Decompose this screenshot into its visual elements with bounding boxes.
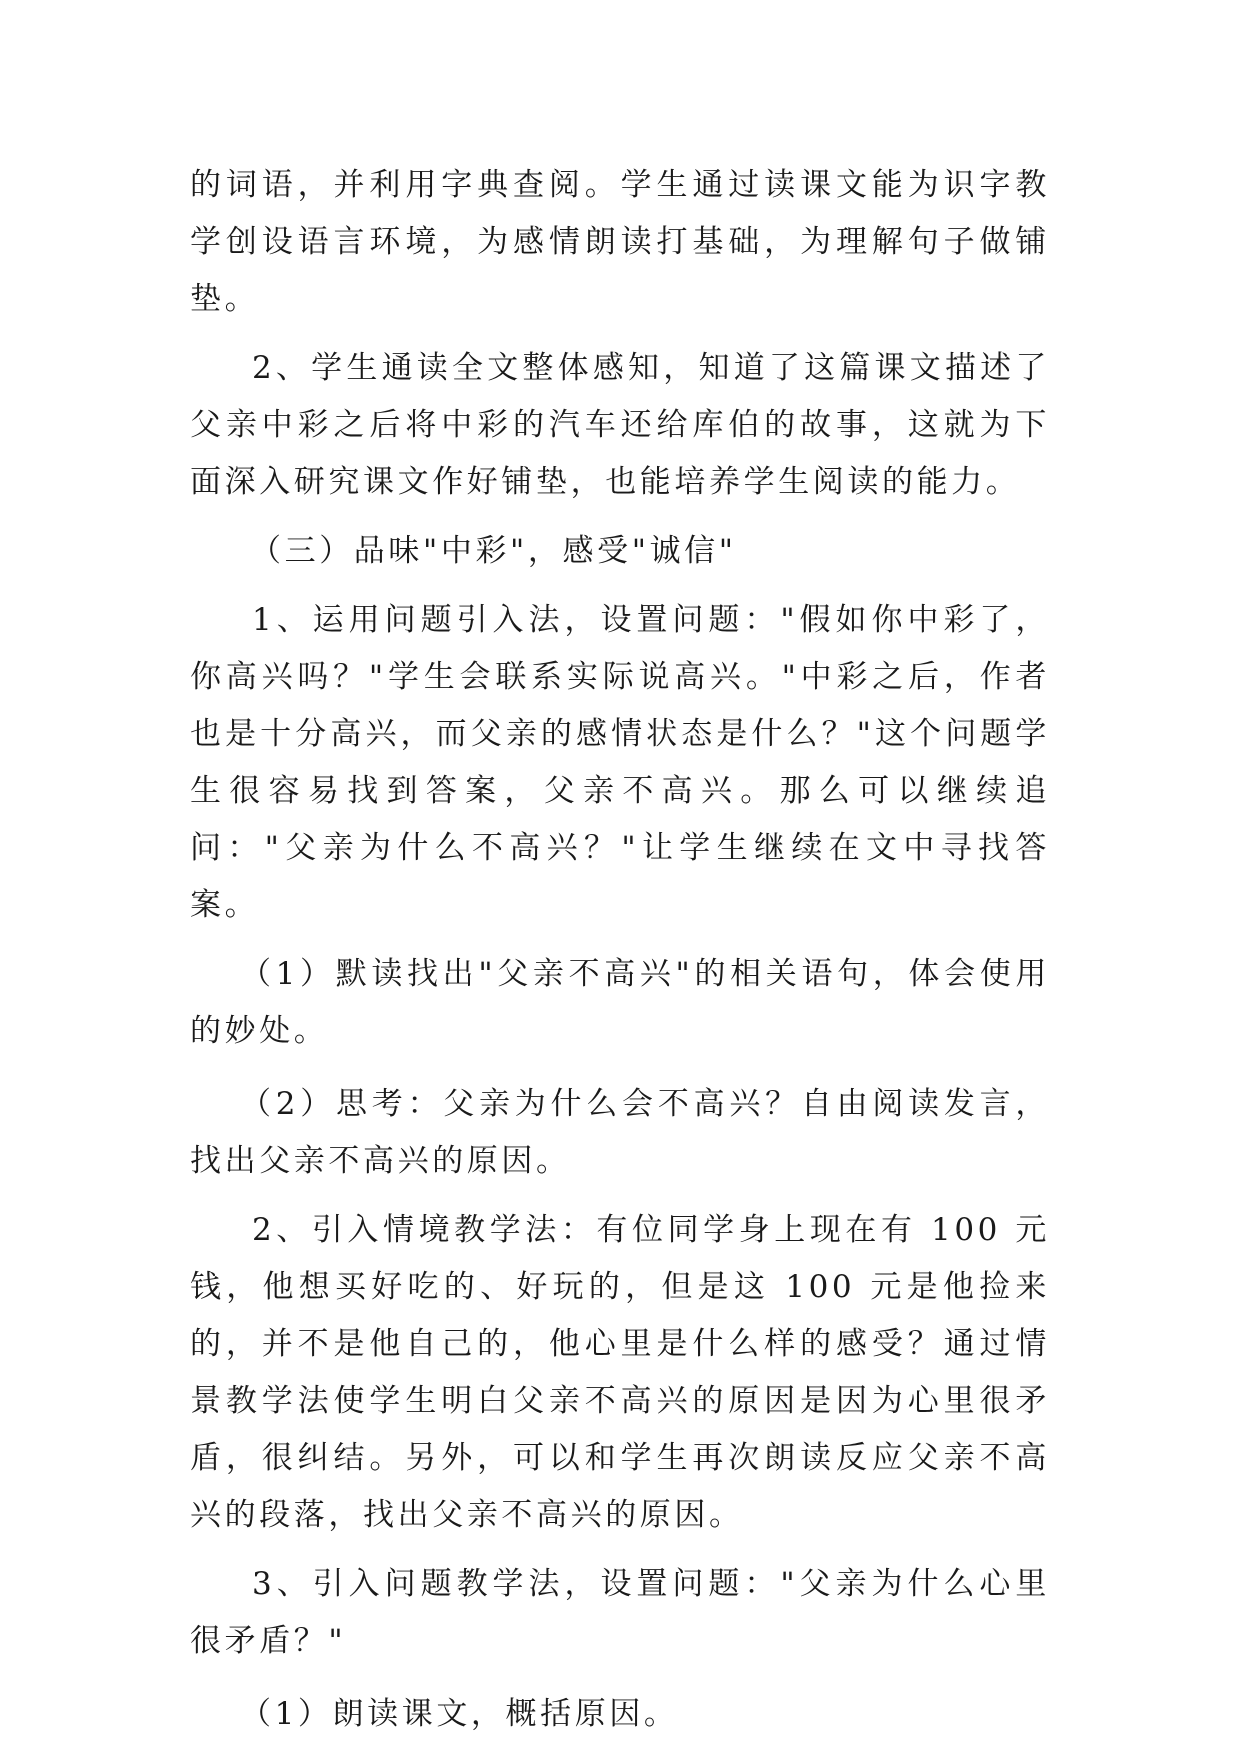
paragraph-point-2b: 2、引入情境教学法：有位同学身上现在有 100 元钱，他想买好吃的、好玩的，但是这 100 元是他捡来的，并不是他自己的，他心里是什么样的感受？通过情景教学法使学生明白父亲不高兴的原因是因为心里很矛盾，很纠结。另外，可以和学生再次朗读反应父亲不高兴的段落，找出父亲不高兴的原因。 <box>190 1212 1050 1533</box>
paragraph-continuation: 的词语，并利用字典查阅。学生通过读课文能为识字教学创设语言环境，为感情朗读打基础，为理解句子做铺垫。 <box>190 167 1050 317</box>
section-heading: （三）品味"中彩"，感受"诚信" <box>250 533 737 569</box>
paragraph-subpoint-1b: （1）朗读课文，概括原因。 <box>240 1696 679 1732</box>
paragraph-point-2: 2、学生通读全文整体感知，知道了这篇课文描述了父亲中彩之后将中彩的汽车还给库伯的故事，这就为下面深入研究课文作好铺垫，也能培养学生阅读的能力。 <box>190 350 1050 500</box>
paragraph-subpoint-1: （1）默读找出"父亲不高兴"的相关语句，体会使用的妙处。 <box>190 956 1050 1049</box>
paragraph-subpoint-2: （2）思考：父亲为什么会不高兴？自由阅读发言，找出父亲不高兴的原因。 <box>190 1086 1050 1179</box>
document-body <box>190 157 1050 1743</box>
paragraph-point-1: 1、运用问题引入法，设置问题："假如你中彩了，你高兴吗？"学生会联系实际说高兴。"中彩之后，作者也是十分高兴，而父亲的感情状态是什么？"这个问题学生很容易找到答案，父亲不高兴。那么可以继续追问："父亲为什么不高兴？"让学生继续在文中寻找答案。 <box>190 602 1050 923</box>
paragraph-point-3: 3、引入问题教学法，设置问题："父亲为什么心里很矛盾？" <box>190 1566 1050 1659</box>
